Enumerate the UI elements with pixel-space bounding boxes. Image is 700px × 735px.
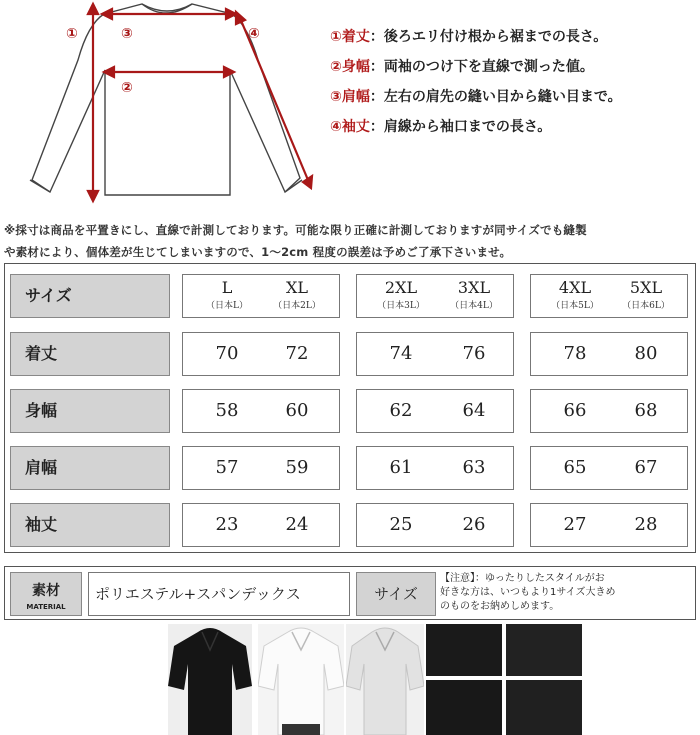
- marker-chest: ②: [121, 80, 133, 96]
- table-cell-value: 66: [563, 400, 587, 421]
- photo-fabric-detail: [506, 680, 582, 735]
- table-cell-value: 72: [285, 343, 309, 364]
- table-cell-value: 62: [389, 400, 413, 421]
- photo-black-shirt-model: [168, 624, 252, 735]
- row-label-shoulder: 肩幅: [10, 446, 170, 490]
- legend-shoulder: ③肩幅：左右の肩先の縫い目から縫い目まで。: [330, 89, 622, 105]
- marker-shoulder: ③: [121, 26, 133, 42]
- size-name: 4XL: [558, 278, 592, 297]
- row-label-length: 着丈: [10, 332, 170, 376]
- photo-collar-detail: [426, 624, 502, 676]
- photo-sleeve-detail: [506, 624, 582, 676]
- size-jp: （日本L）: [206, 301, 248, 311]
- row-label-chest: 身幅: [10, 389, 170, 433]
- table-cell-value: 68: [634, 400, 658, 421]
- table-cell-value: 63: [462, 457, 486, 478]
- photo-white-shirt-model: [258, 624, 344, 735]
- material-label-en: MATERIAL: [26, 603, 66, 611]
- table-cell-value: 78: [563, 343, 587, 364]
- notice-line-2: や素材により、個体差が生じてしまいますので、1～2cm 程度の誤差は予めご了承下さいませ。: [4, 245, 512, 259]
- size-header-label: サイズ: [10, 274, 170, 318]
- photo-gray-shirt-model: [346, 624, 424, 735]
- table-cell-value: 25: [389, 514, 413, 535]
- size-jp: （日本5L）: [551, 301, 599, 311]
- size-name: 3XL: [457, 278, 491, 297]
- table-cell-value: 57: [215, 457, 239, 478]
- size-name: 2XL: [384, 278, 418, 297]
- table-cell-value: 26: [462, 514, 486, 535]
- table-cell-value: 76: [462, 343, 486, 364]
- table-cell-value: 23: [215, 514, 239, 535]
- photo-hem-detail: [426, 680, 502, 735]
- size-name: 5XL: [629, 278, 663, 297]
- table-cell-value: 67: [634, 457, 658, 478]
- material-value-box: [88, 572, 350, 616]
- size-note-label: サイズ: [374, 585, 418, 603]
- marker-sleeve: ④: [248, 26, 260, 42]
- table-cell-value: 74: [389, 343, 413, 364]
- row-label-sleeve: 袖丈: [10, 503, 170, 547]
- garment-measurement-diagram: [0, 0, 330, 215]
- size-note: [440, 572, 692, 616]
- table-cell-value: 60: [285, 400, 309, 421]
- legend-length: ①着丈：後ろエリ付け根から裾までの長さ。: [330, 29, 608, 45]
- size-note-line: のものをお納めしめます。: [440, 601, 560, 612]
- table-cell-value: 58: [215, 400, 239, 421]
- table-cell-value: 61: [389, 457, 413, 478]
- size-jp: （日本2L）: [273, 301, 321, 311]
- legend-sleeve: ④袖丈：肩線から袖口までの長さ。: [330, 119, 552, 135]
- size-jp: （日本4L）: [450, 301, 498, 311]
- size-note-label-box: [356, 572, 436, 616]
- notice-line-1: ※採寸は商品を平置きにし、直線で計測しております。可能な限り正確に計測しておりますが同サイズでも縫製: [4, 223, 587, 237]
- table-cell-value: 64: [462, 400, 486, 421]
- size-note-line: 好きな方は、いつもより1サイズ大きめ: [440, 587, 616, 598]
- shirt-collar: [142, 4, 192, 11]
- table-cell-value: 24: [285, 514, 309, 535]
- size-jp: （日本3L）: [377, 301, 425, 311]
- table-cell-value: 28: [634, 514, 658, 535]
- size-jp: （日本6L）: [622, 301, 670, 311]
- table-cell-value: 65: [563, 457, 587, 478]
- table-cell-value: 27: [563, 514, 587, 535]
- size-name: L: [221, 278, 233, 297]
- material-label-box: [10, 572, 82, 616]
- marker-length: ①: [66, 26, 78, 42]
- size-note-line: 【注意】：ゆったりしたスタイルがお: [440, 573, 605, 584]
- table-cell-value: 80: [634, 343, 658, 364]
- size-name: XL: [285, 278, 308, 297]
- table-cell-value: 70: [215, 343, 239, 364]
- legend-chest: ②身幅：両袖のつけ下を直線で測った値。: [330, 59, 594, 75]
- sleeve-arrow: [240, 18, 308, 180]
- material-value: ポリエステル+スパンデックス: [95, 585, 301, 603]
- material-label: 素材: [32, 583, 60, 599]
- table-cell-value: 59: [285, 457, 309, 478]
